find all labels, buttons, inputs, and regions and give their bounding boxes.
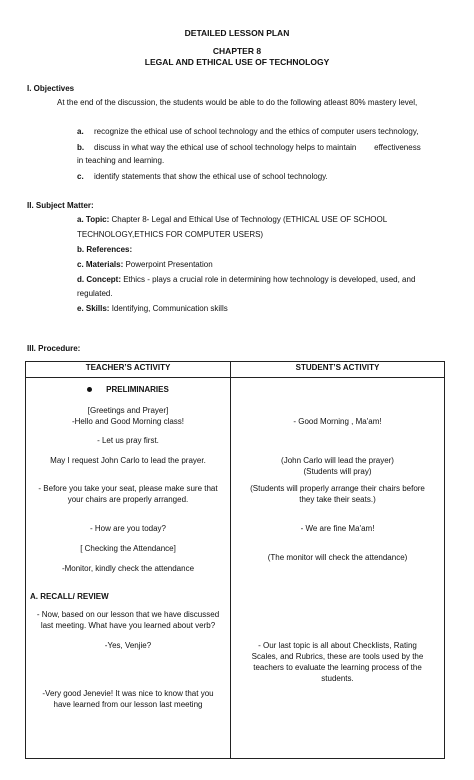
monitor-line: -Monitor, kindly check the attendance	[61, 564, 195, 573]
skills-line	[77, 304, 228, 314]
last-topic-line-1: - Our last topic is all about Checklists, Rating	[258, 641, 417, 650]
materials-value: Powerpoint Presentation	[123, 260, 213, 269]
materials-line	[77, 260, 213, 270]
chapter-title: LEGAL AND ETHICAL USE OF TECHNOLOGY	[144, 57, 330, 67]
recall-review-heading: A. RECALL/ REVIEW	[30, 592, 109, 601]
very-good-line-2: have learned from our lesson last meeting	[53, 700, 203, 709]
objectives-intro: At the end of the discussion, the students would be able to do the following atleast 80% mastery level,	[57, 98, 418, 107]
objective-c-letter: c.	[77, 172, 84, 181]
seat-line-2: your chairs are properly arranged.	[67, 495, 189, 504]
last-topic-line-4: students.	[321, 674, 354, 683]
subject-matter-heading: II. Subject Matter:	[27, 201, 94, 210]
references-label: b. References:	[77, 245, 133, 254]
very-good-line-1: -Very good Jenevie! It was nice to know that you	[42, 689, 214, 698]
lead-prayer-line-2: (Students will pray)	[303, 467, 372, 476]
student-activity-header: STUDENT’S ACTIVITY	[231, 362, 445, 378]
last-topic-line-3: teachers to evaluate the learning process of the	[253, 663, 422, 672]
procedure-header-row	[26, 362, 445, 378]
yes-venjie-line: -Yes, Venjie?	[104, 641, 152, 650]
monitor-check-line: (The monitor will check the attendance)	[267, 553, 408, 562]
procedure-heading: III. Procedure:	[27, 344, 81, 353]
objective-b-text-cont: in teaching and learning.	[77, 156, 165, 165]
skills-value: Identifying, Communication skills	[109, 304, 228, 313]
objective-a-letter: a.	[77, 127, 84, 136]
topic-value: Chapter 8- Legal and Ethical Use of Technology (ETHICAL USE OF SCHOOL	[109, 215, 388, 224]
pray-line: - Let us pray first.	[97, 436, 159, 445]
skills-label: e. Skills:	[77, 304, 110, 313]
preliminaries-item	[32, 385, 224, 395]
chapter-number: CHAPTER 8	[212, 46, 262, 56]
teacher-activity-header: TEACHER’S ACTIVITY	[26, 362, 231, 378]
objectives-heading: I. Objectives	[27, 84, 75, 93]
teacher-activity-cell	[26, 378, 231, 759]
bullet-icon	[87, 387, 92, 392]
greetings-heading: [Greetings and Prayer]	[87, 406, 169, 415]
document-title: DETAILED LESSON PLAN	[184, 28, 290, 38]
materials-label: c. Materials:	[77, 260, 124, 269]
references-line	[77, 245, 132, 255]
lead-prayer-line-1: (John Carlo will lead the prayer)	[281, 456, 394, 465]
preliminaries-label: PRELIMINARIES	[106, 385, 169, 394]
now-line-1: - Now, based on our lesson that we have discussed	[36, 610, 220, 619]
attendance-heading: [ Checking the Attendance]	[80, 544, 176, 553]
objective-b-text: discuss in what way the ethical use of school technology helps to maintain effectiveness	[94, 143, 421, 152]
objective-c-text: identify statements that show the ethical use of school technology.	[94, 172, 328, 181]
greetings-line: -Hello and Good Morning class!	[71, 417, 185, 426]
concept-value-cont: regulated.	[77, 289, 113, 298]
topic-line	[77, 215, 387, 225]
good-morning-reply: - Good Morning , Ma'am!	[293, 417, 382, 426]
arrange-chairs-line-2: they take their seats.)	[299, 495, 376, 504]
objective-a-text: recognize the ethical use of school technology and the ethics of computer users technology,	[94, 127, 419, 136]
topic-label: a. Topic:	[77, 215, 110, 224]
now-line-2: last meeting. What have you learned about verb?	[40, 621, 216, 630]
arrange-chairs-line-1: (Students will properly arrange their chairs before	[250, 484, 425, 493]
how-are-you-line: - How are you today?	[89, 524, 167, 533]
procedure-table	[25, 361, 445, 759]
request-line: May I request John Carlo to lead the prayer.	[50, 456, 206, 465]
student-activity-cell	[231, 378, 445, 759]
concept-value: Ethics - plays a crucial role in determining how technology is developed, used, and	[121, 275, 416, 284]
procedure-body-row	[26, 378, 445, 759]
we-are-fine-reply: - We are fine Ma'am!	[300, 524, 375, 533]
topic-value-cont: TECHNOLOGY,ETHICS FOR COMPUTER USERS)	[77, 230, 264, 239]
last-topic-line-2: Scales, and Rubrics, these are tools used by the	[251, 652, 424, 661]
concept-label: d. Concept:	[77, 275, 121, 284]
objective-b-letter: b.	[77, 143, 85, 152]
concept-line	[77, 275, 415, 285]
seat-line-1: - Before you take your seat, please make sure that	[38, 484, 218, 493]
